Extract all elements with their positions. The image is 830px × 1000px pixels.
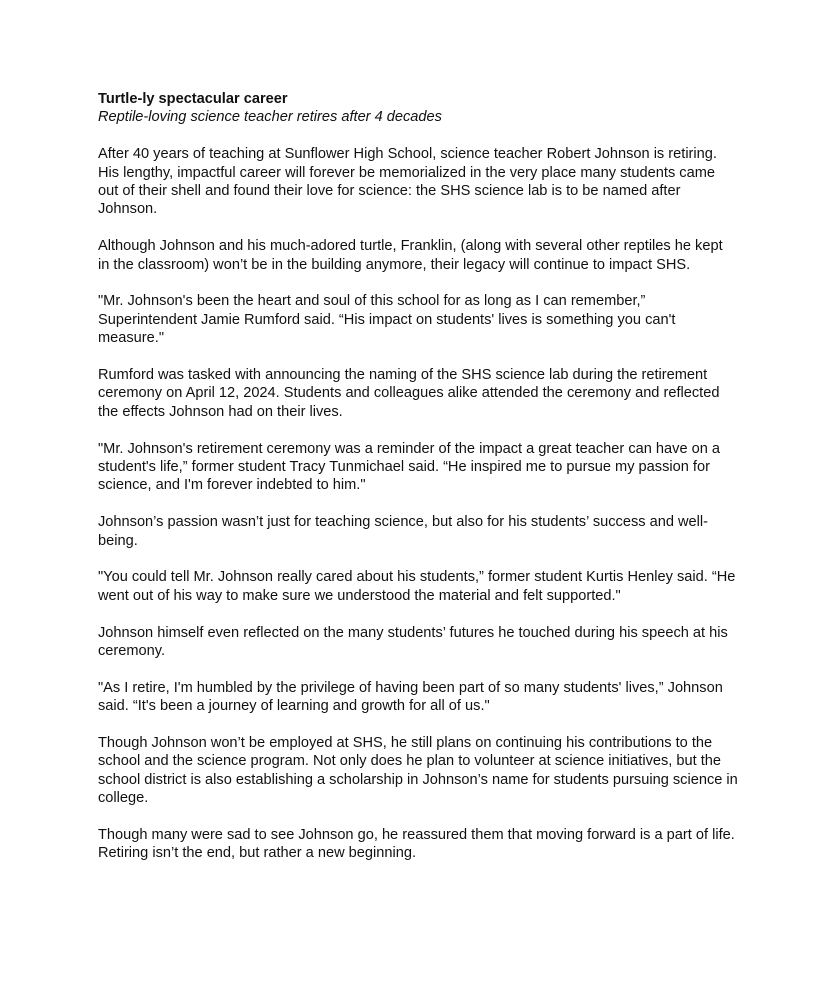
paragraph: "As I retire, I'm humbled by the privilege of having been part of so many students' lives,” Johnson said. “It's been a journey of learning and growth for all of us."	[98, 679, 723, 715]
headline: Turtle-ly spectacular career	[98, 91, 288, 107]
paragraph: Though many were sad to see Johnson go, he reassured them that moving forward is a part of life. Retiring isn’t the end, but rather a new beginning.	[98, 827, 735, 862]
paragraph: Though Johnson won’t be employed at SHS, he still plans on continuing his contributions to the school and the science program. Not only does he plan to volunteer at science initiatives, but the school district is also establishing a scholarship in Johnson’s name for students pursuing science in college.	[98, 735, 738, 807]
subheadline: Reptile-loving science teacher retires after 4 decades	[98, 109, 442, 126]
paragraph: Although Johnson and his much-adored turtle, Franklin, (along with several other reptiles he kept in the classroom) won’t be in the building anymore, their legacy will continue to impact SHS.	[98, 238, 723, 273]
paragraph: Rumford was tasked with announcing the naming of the SHS science lab during the retirement ceremony on April 12, 2024. Students and colleagues alike attended the ceremony and reflected the effects Johnson had on their lives.	[98, 367, 720, 420]
paragraph: Johnson himself even reflected on the many students’ futures he touched during his speech at his ceremony.	[98, 624, 728, 660]
article	[98, 90, 738, 881]
paragraph: "Mr. Johnson's been the heart and soul of this school for as long as I can remember,” Superintendent Jamie Rumford said. “His impact on students' lives is something you can't measure."	[98, 293, 676, 347]
paragraph: "Mr. Johnson's retirement ceremony was a reminder of the impact a great teacher can have on a student's life,” former student Tracy Tunmichael said. “He inspired me to pursue my passion for science, and I'm forever indebted to him."	[98, 440, 721, 494]
paragraph: "You could tell Mr. Johnson really cared about his students,” former student Kurtis Henley said. “He went out of his way to make sure we understood the material and felt supported."	[98, 569, 736, 604]
paragraph: Johnson’s passion wasn’t just for teaching science, but also for his students’ success and well-being.	[98, 514, 709, 549]
paragraph: After 40 years of teaching at Sunflower High School, science teacher Robert Johnson is retiring. His lengthy, impactful career will forever be memorialized in the very place many students came out of their shell and found their love for science: the SHS science lab is to be named after Johnson.	[98, 146, 717, 218]
